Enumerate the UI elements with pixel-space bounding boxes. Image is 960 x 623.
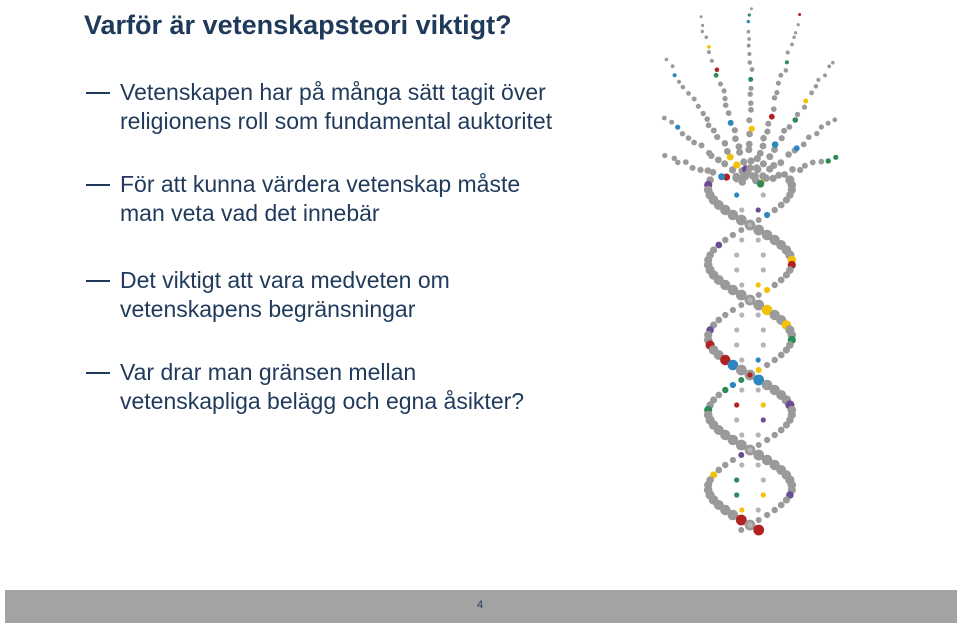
bullet-item: [86, 266, 646, 324]
page-number: 4: [476, 599, 484, 611]
bullet-text: Det viktigt att vara medveten om vetenskapens begränsningar: [120, 267, 450, 322]
bullet-item: [86, 78, 646, 136]
bullet-item: [86, 170, 646, 228]
bullet-item: [86, 358, 646, 416]
bullet-text: Vetenskapen har på många sätt tagit över religionens roll som fundamental auktoritet: [120, 79, 553, 134]
bullet-text: Var drar man gränsen mellan vetenskapliga belägg och egna åsikter?: [120, 359, 525, 414]
dna-helix-icon: [660, 0, 840, 540]
dash-bullet-icon: [86, 184, 110, 186]
bullet-list: [86, 78, 646, 450]
dash-bullet-icon: [86, 280, 110, 282]
bullet-text: För att kunna värdera vetenskap måste man veta vad det innebär: [120, 171, 521, 226]
slide-title: Varför är vetenskapsteori viktigt?: [84, 10, 512, 40]
dash-bullet-icon: [86, 92, 110, 94]
dash-bullet-icon: [86, 372, 110, 374]
